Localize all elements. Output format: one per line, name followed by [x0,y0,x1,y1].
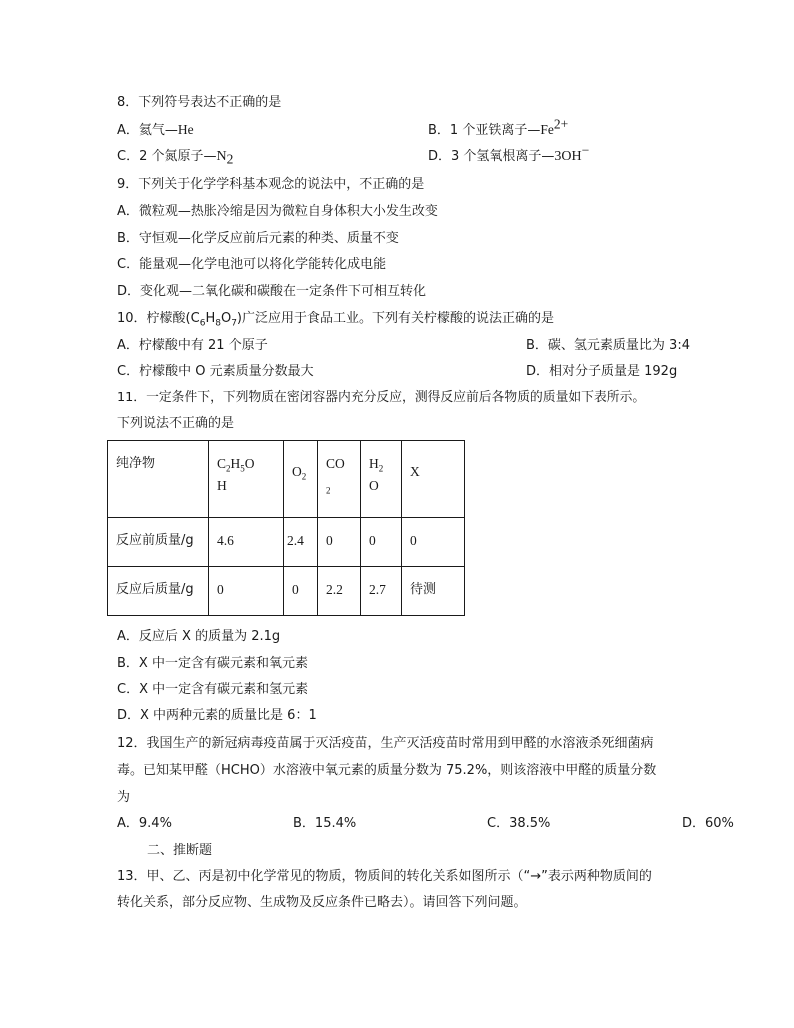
q10-option-a: A．柠檬酸中有 21 个原子 [117,338,268,353]
q10-option-c: C．柠檬酸中 O 元素质量分数最大 [117,364,314,379]
q10-stem: 10．柠檬酸$(C_6H_8O_7)$广泛应用于食品工业。下列有关柠檬酸的说法正确的是 [117,311,554,329]
table-cell: 0 [402,518,465,567]
q8-option-c: C．2 个氮原子$—N_2$ [117,149,234,167]
section-heading: 二、推断题 [147,843,213,858]
table-cell: 2.4 [284,518,318,567]
q8-option-d: D．3 个氢氧根离子—3OH− [428,142,590,164]
q9-option-c: C．能量观—化学电池可以将化学能转化成电能 [117,257,387,272]
q11-option-d: D．X 中两种元素的质量比是 6：1 [117,708,317,723]
q13-line2: 转化关系，部分反应物、生成物及反应条件已略去）。请回答下列问题。 [117,895,527,910]
table-cell: 待测 [402,567,465,616]
q11-option-c: C．X 中一定含有碳元素和氢元素 [117,682,309,697]
table-cell: 0 [361,518,402,567]
q12-line3: 为 [117,790,131,805]
q10-option-b: B．碳、氢元素质量比为 3:4 [526,338,690,353]
table-cell: 0 [209,567,284,616]
table-header-cell: X [402,441,465,518]
q9-option-d: D．变化观—二氧化碳和碳酸在一定条件下可相互转化 [117,284,427,299]
table-cell: 4.6 [209,518,284,567]
table-header-cell: 纯净物 [108,441,209,518]
table-row [108,567,465,616]
q12-option-a: A．9.4% [117,816,172,831]
q10-option-d: D．相对分子质量是 192g [526,364,678,379]
table-cell: 0 [318,518,361,567]
table-cell: 2.7 [361,567,402,616]
q8-option-a: A．氦气—He [117,122,194,138]
q12-option-d: D．60% [682,816,734,831]
q12-line1: 12．我国生产的新冠病毒疫苗属于灭活疫苗，生产灭活疫苗时常用到甲醛的水溶液杀死细菌病 [117,736,654,751]
q11-option-b: B．X 中一定含有碳元素和氧元素 [117,656,308,671]
q12-line2: 毒。已知某甲醛（HCHO）水溶液中氧元素的质量分数为 75.2%，则该溶液中甲醛的质量分数 [117,763,657,778]
q8-option-b: B．1 个亚铁离子$—Fe^{2+}$ [428,116,569,138]
table-cell: 0 [284,567,318,616]
table-header-cell: $O_2$ [284,441,318,518]
q11-option-a: A．反应后 X 的质量为 2.1g [117,629,281,644]
table-cell: 反应后质量/g [108,567,209,616]
q11-stem-line1: 11．一定条件下，下列物质在密闭容器内充分反应，测得反应前后各物质的质量如下表所示。 [117,390,646,405]
table-cell: 2.2 [318,567,361,616]
q9-option-a: A．微粒观—热胀冷缩是因为微粒自身体积大小发生改变 [117,204,438,219]
q11-stem-line2: 下列说法不正确的是 [117,416,235,431]
q13-line1: 13．甲、乙、丙是初中化学常见的物质，物质间的转化关系如图所示（“→”表示两种物质间的 [117,869,652,884]
q9-stem: 9．下列关于化学学科基本观念的说法中，不正确的是 [117,177,425,192]
mass-table [107,440,465,616]
table-header-cell: $H_2$ O [361,441,402,518]
q12-option-c: C．38.5% [487,816,551,831]
q8-stem: 8．下列符号表达不正确的是 [117,95,282,110]
q9-option-b: B．守恒观—化学反应前后元素的种类、质量不变 [117,231,399,246]
table-header-cell: CO $_2$ [318,441,361,518]
table-header-cell: $C_2H_5O$ H [209,441,284,518]
q12-option-b: B．15.4% [293,816,357,831]
table-header-row [108,441,465,518]
table-row [108,518,465,567]
table-cell: 反应前质量/g [108,518,209,567]
